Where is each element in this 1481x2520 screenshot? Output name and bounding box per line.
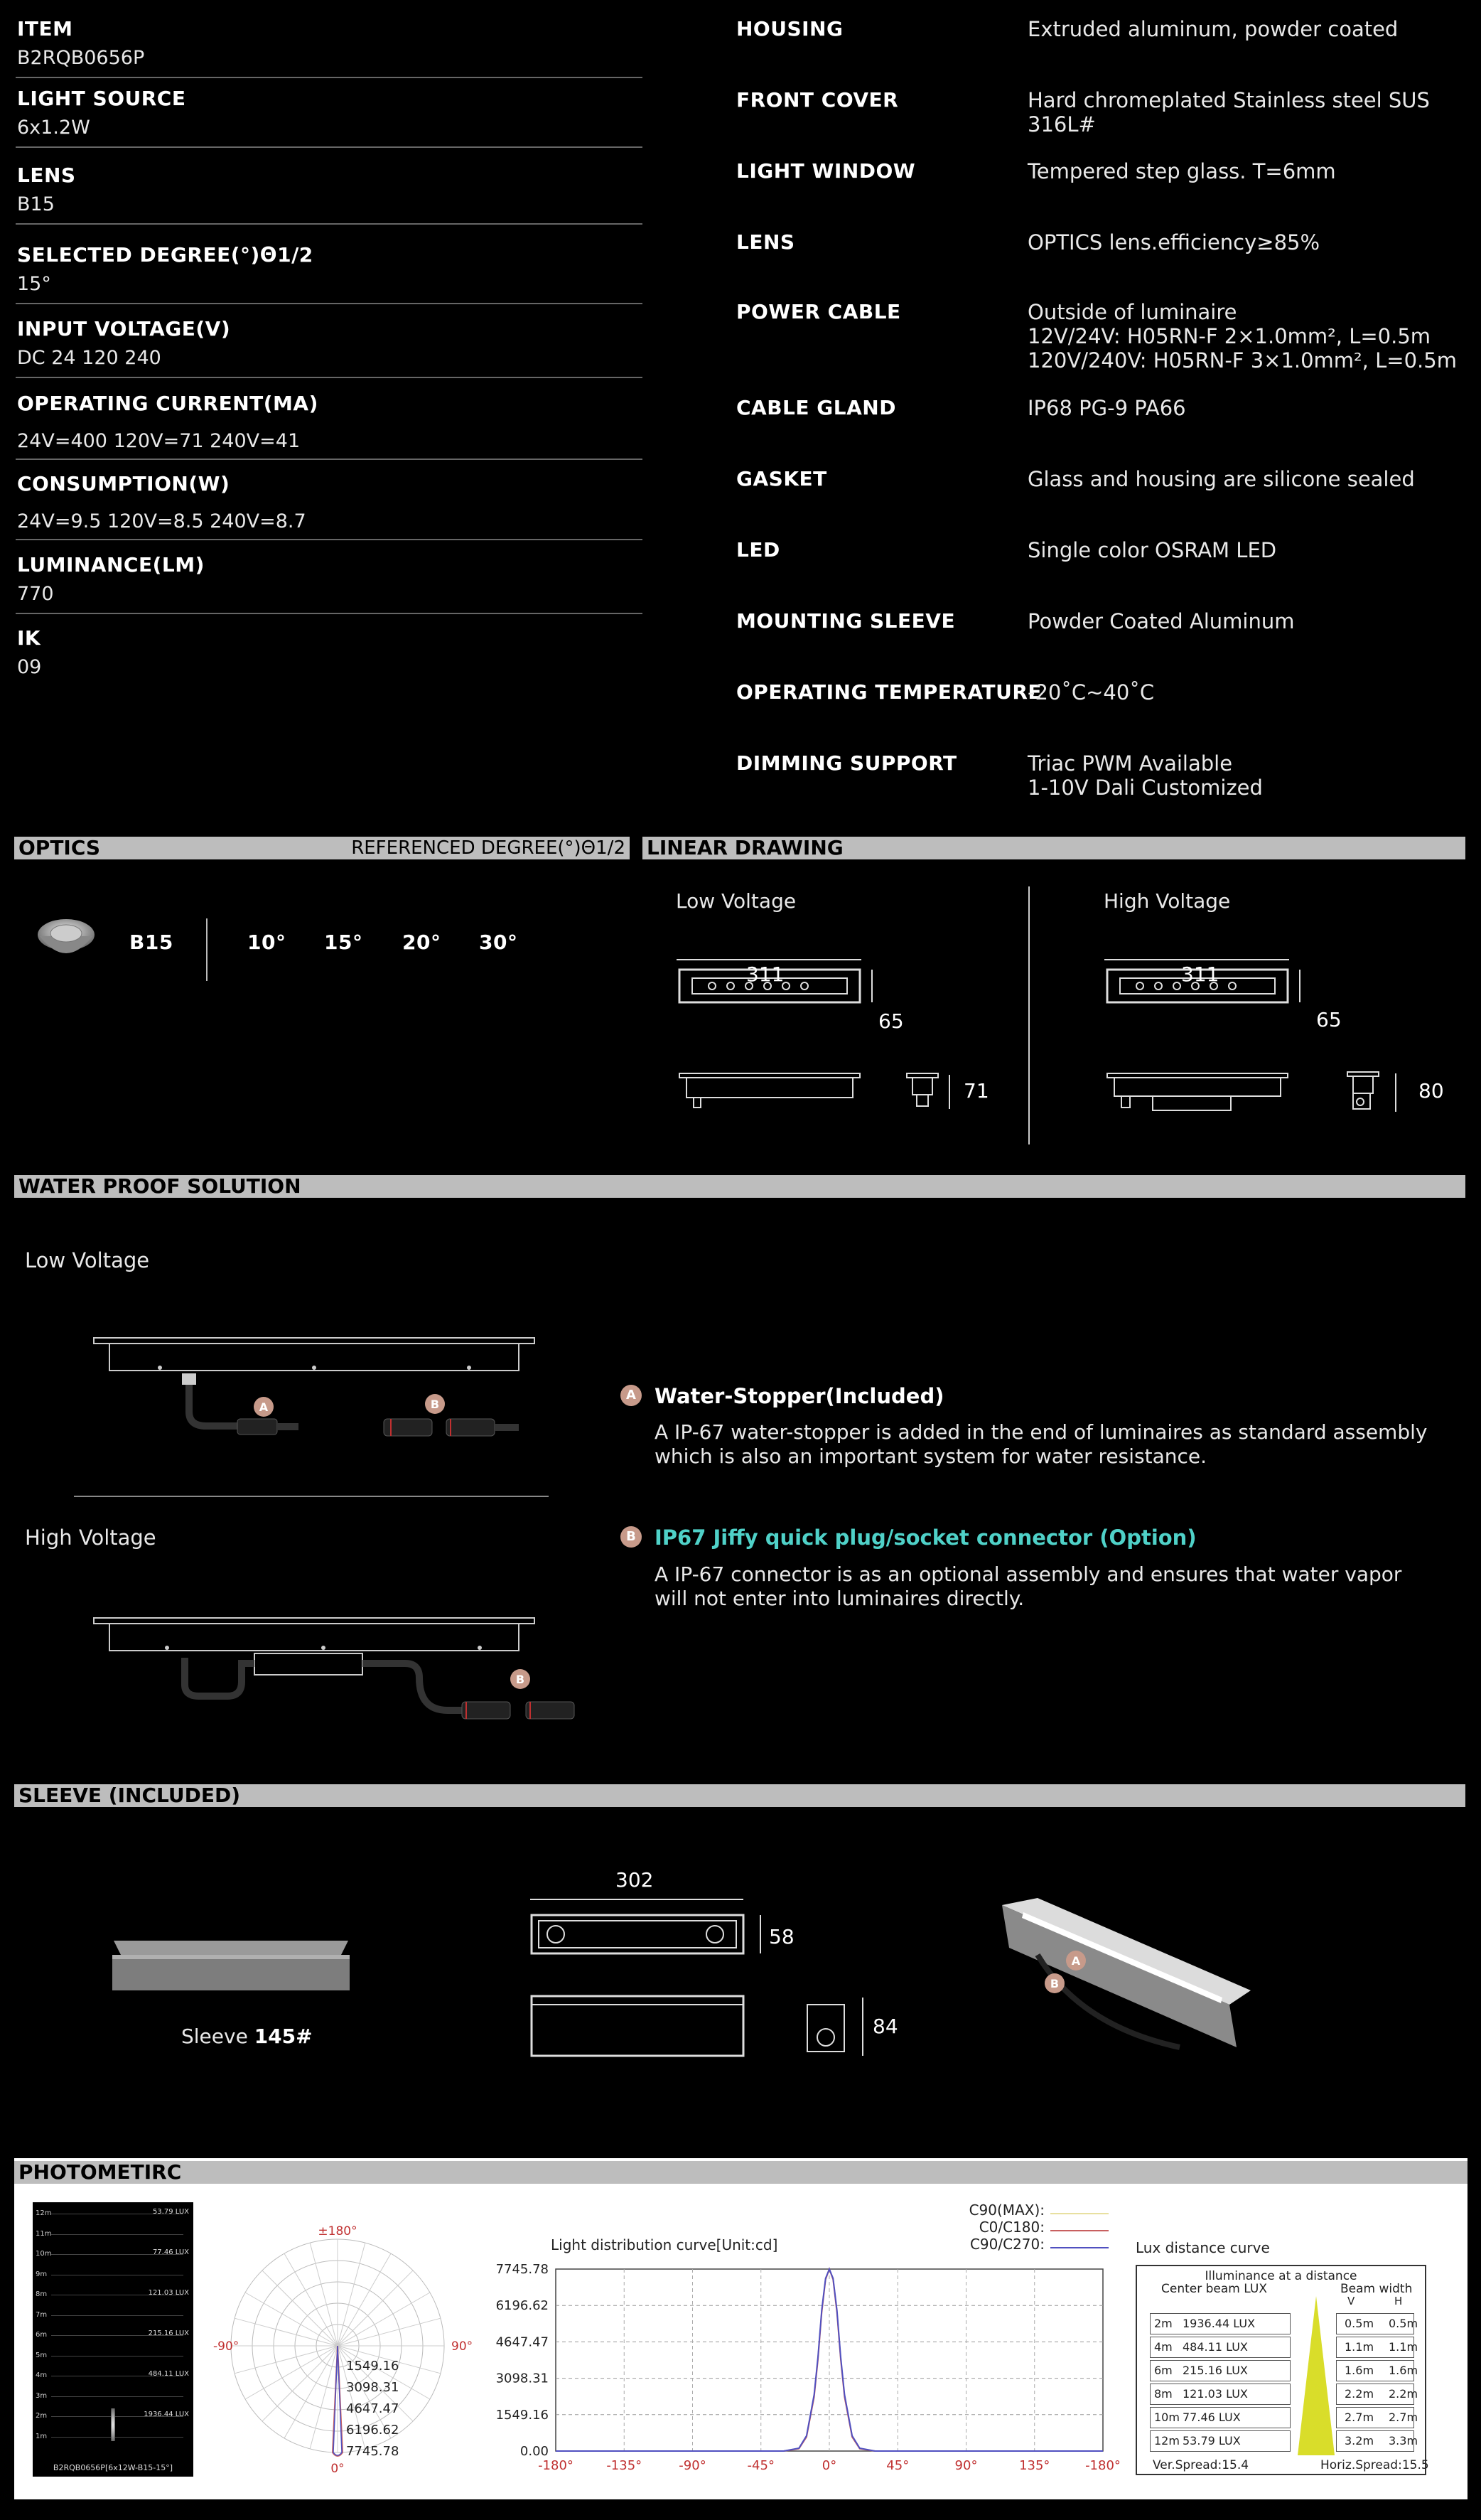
lux-v-head: V xyxy=(1347,2295,1355,2307)
spec-left-label: OPERATING CURRENT(MA) xyxy=(17,392,318,415)
spec-left-value: 6x1.2W xyxy=(17,117,90,139)
spec-right-value: OPTICS lens.efficiency≥85% xyxy=(1028,230,1320,254)
polar-bottom: 0° xyxy=(330,2462,345,2476)
lux-cell-d: 2m xyxy=(1154,2317,1173,2330)
lux-cell-v: 3.2m xyxy=(1345,2434,1374,2447)
isolux-row-label: 6m xyxy=(36,2331,48,2339)
spec-right-label: LENS xyxy=(736,230,795,254)
spec-right-label: GASKET xyxy=(736,467,827,490)
isolux-beam xyxy=(111,2408,115,2441)
spec-right-label: CABLE GLAND xyxy=(736,396,896,419)
lux-cell-v: 1.6m xyxy=(1345,2364,1374,2377)
dist-ytick: 3098.31 xyxy=(495,2371,549,2386)
spec-right-label: FRONT COVER xyxy=(736,88,899,112)
lux-cell-h: 1.1m xyxy=(1389,2340,1418,2354)
dist-ytick: 6196.62 xyxy=(495,2298,549,2314)
dist-ytick: 1549.16 xyxy=(495,2407,549,2423)
lux-row xyxy=(1150,2430,1418,2452)
lux-table xyxy=(1136,2265,1429,2475)
dist-xtick: 135° xyxy=(1019,2458,1050,2473)
spec-right-value: Outside of luminaire xyxy=(1028,300,1237,324)
lux-col2: Beam width xyxy=(1340,2282,1413,2296)
polar-spoke xyxy=(310,2243,338,2346)
isolux-row-label: 1m xyxy=(36,2432,48,2440)
lux-cell-d: 6m xyxy=(1154,2364,1173,2377)
linear-low-height1: 65 xyxy=(878,1009,904,1033)
optics-title: OPTICS xyxy=(18,836,101,859)
light-distribution-chart xyxy=(495,2261,1121,2488)
polar-right: 90° xyxy=(451,2339,473,2354)
lux-cell-h: 3.3m xyxy=(1389,2434,1418,2447)
spec-right-value: 12V/24V: H05RN-F 2×1.0mm², L=0.5m xyxy=(1028,324,1431,348)
lux-cell-lux: 484.11 LUX xyxy=(1183,2340,1248,2354)
dist-ytick: 7745.78 xyxy=(495,2262,549,2277)
polar-spoke xyxy=(262,2346,338,2421)
svg-text:A: A xyxy=(259,1400,269,1414)
isolux-row-label: 11m xyxy=(36,2229,52,2238)
svg-text:A: A xyxy=(1071,1954,1081,1968)
optics-degree[interactable]: 10° xyxy=(247,931,286,954)
polar-spoke xyxy=(338,2270,413,2346)
polar-spoke xyxy=(338,2253,391,2346)
linear-low-length: 311 xyxy=(746,963,785,986)
isolux-row-label: 9m xyxy=(36,2270,48,2278)
lux-row xyxy=(1150,2384,1418,2405)
isolux-lux-value: 53.79 LUX xyxy=(152,2208,189,2216)
lux-cell-lux: 77.46 LUX xyxy=(1183,2411,1241,2424)
optics-degree[interactable]: 30° xyxy=(479,931,518,954)
spec-left-label: SELECTED DEGREE(°)Θ1/2 xyxy=(17,243,313,267)
isolux-caption: B2RQB0656P[6x12W-B15-15°] xyxy=(53,2463,173,2472)
water-stopper-title: Water-Stopper(Included) xyxy=(655,1384,944,1408)
lux-cell-v: 0.5m xyxy=(1345,2317,1374,2330)
spec-divider xyxy=(16,223,642,225)
lux-cell-d: 8m xyxy=(1154,2387,1173,2401)
dist-xtick: -135° xyxy=(606,2458,642,2473)
lux-cell-lux: 1936.44 LUX xyxy=(1183,2317,1256,2330)
spec-left-value: 24V=400 120V=71 240V=41 xyxy=(17,430,301,452)
polar-ring-2: 3098.31 xyxy=(346,2380,399,2395)
lux-cell-d: 4m xyxy=(1154,2340,1173,2354)
spec-right-value: IP68 PG-9 PA66 xyxy=(1028,396,1186,420)
sleeve-image xyxy=(107,1934,355,2005)
lux-cell-lux: 121.03 LUX xyxy=(1183,2387,1248,2401)
sleeve-assembly-image xyxy=(995,1884,1265,2069)
lux-h-head: H xyxy=(1394,2295,1403,2307)
polar-ring-3: 4647.47 xyxy=(346,2401,399,2416)
spec-right-label: POWER CABLE xyxy=(736,300,901,323)
waterproof-divider xyxy=(74,1496,549,1497)
dist-xtick: 90° xyxy=(954,2458,978,2473)
isolux-lux-value: 77.46 LUX xyxy=(152,2248,189,2256)
spec-right-value: Hard chromeplated Stainless steel SUS 316L# xyxy=(1028,88,1430,136)
dist-ytick: 4647.47 xyxy=(495,2334,549,2350)
spec-left-label: LUMINANCE(LM) xyxy=(17,553,205,577)
spec-right-value: 1-10V Dali Customized xyxy=(1028,776,1263,800)
spec-right-label: OPERATING TEMPERATURE xyxy=(736,680,1043,704)
polar-top: ±180° xyxy=(318,2224,357,2238)
isolux-lux-value: 121.03 LUX xyxy=(148,2289,189,2297)
water-stopper-text: A IP-67 water-stopper is added in the end of luminaires as standard assembly which is also an important system for water resistance. xyxy=(655,1420,1428,1468)
isolux-row-label: 12m xyxy=(36,2209,52,2217)
spec-divider xyxy=(16,146,642,148)
waterproof-low-drawing xyxy=(92,1334,611,1462)
lux-cell-h: 0.5m xyxy=(1389,2317,1418,2330)
spec-right-value: Powder Coated Aluminum xyxy=(1028,609,1295,633)
lux-title: Lux distance curve xyxy=(1136,2239,1270,2256)
waterproof-header: WATER PROOF SOLUTION xyxy=(14,1175,1465,1198)
linear-high-height1: 65 xyxy=(1316,1008,1342,1031)
spec-left-value: B2RQB0656P xyxy=(17,47,145,69)
linear-low-height2: 71 xyxy=(964,1079,989,1103)
isolux-row-label: 8m xyxy=(36,2290,48,2298)
lux-row xyxy=(1150,2407,1418,2428)
dist-xtick: 0° xyxy=(822,2458,837,2473)
sleeve-height1: 58 xyxy=(769,1925,795,1948)
lux-col1: Center beam LUX xyxy=(1161,2282,1267,2296)
linear-header: LINEAR DRAWING xyxy=(642,837,1465,859)
polar-spoke xyxy=(338,2318,441,2346)
spec-divider xyxy=(16,303,642,304)
spec-left-value: DC 24 120 240 xyxy=(17,347,161,369)
svg-text:B: B xyxy=(515,1673,525,1686)
spec-divider xyxy=(16,459,642,460)
spec-right-value: Tempered step glass. T=6mm xyxy=(1028,159,1336,183)
lux-cell-d: 12m xyxy=(1154,2434,1180,2447)
polar-spoke xyxy=(338,2243,365,2346)
isolux-lux-value: 484.11 LUX xyxy=(148,2370,189,2378)
lux-hor-spread: Horiz.Spread:15.5 xyxy=(1320,2458,1429,2472)
dist-xtick: -90° xyxy=(679,2458,706,2473)
polar-spoke xyxy=(235,2318,338,2346)
linear-low-drawing xyxy=(675,960,903,1116)
spec-left-label: LENS xyxy=(17,163,76,187)
polar-ring-5: 7745.78 xyxy=(346,2444,399,2459)
spec-left-value: 15° xyxy=(17,273,51,295)
linear-low-profile xyxy=(904,1072,961,1129)
spec-right-value: Single color OSRAM LED xyxy=(1028,538,1277,562)
spec-right-label: LIGHT WINDOW xyxy=(736,159,916,183)
isolux-row-label: 10m xyxy=(36,2250,52,2258)
polar-spoke xyxy=(284,2253,338,2346)
polar-spoke xyxy=(338,2293,430,2346)
polar-spoke xyxy=(284,2346,338,2438)
optics-lens: B15 xyxy=(129,931,173,954)
polar-chart xyxy=(199,2218,476,2481)
linear-high-length: 311 xyxy=(1181,963,1219,986)
isolux-gridline xyxy=(51,2396,183,2397)
waterproof-low-title: Low Voltage xyxy=(25,1248,150,1272)
sleeve-header: SLEEVE (INCLUDED) xyxy=(14,1784,1465,1807)
lux-cell-h: 1.6m xyxy=(1389,2364,1418,2377)
dist-legend: C90(MAX): C0/C180: C90/C270: xyxy=(969,2202,1045,2253)
polar-spoke xyxy=(262,2270,338,2346)
spec-left-value: 09 xyxy=(17,656,42,678)
linear-high-height2: 80 xyxy=(1418,1079,1444,1103)
dist-legend-lines xyxy=(1048,2207,1111,2258)
polar-ring-1: 1549.16 xyxy=(346,2359,399,2374)
spec-right-label: LED xyxy=(736,538,780,562)
spec-right-value: 120V/240V: H05RN-F 3×1.0mm², L=0.5m xyxy=(1028,348,1457,372)
polar-left: -90° xyxy=(213,2339,239,2354)
dist-xtick: -45° xyxy=(747,2458,775,2473)
lux-row xyxy=(1150,2337,1418,2358)
spec-right-value: Glass and housing are silicone sealed xyxy=(1028,467,1415,491)
spec-left-value: 770 xyxy=(17,583,54,605)
spec-left-label: LIGHT SOURCE xyxy=(17,87,186,110)
optics-divider xyxy=(206,918,208,981)
isolux-gridline xyxy=(51,2437,183,2438)
spec-divider xyxy=(16,77,642,78)
isolux-row-label: 2m xyxy=(36,2412,48,2420)
lux-row xyxy=(1150,2313,1418,2334)
spec-left-value: 24V=9.5 120V=8.5 240V=8.7 xyxy=(17,510,306,532)
svg-text:B: B xyxy=(1050,1977,1060,1990)
lux-ver-spread: Ver.Spread:15.4 xyxy=(1153,2458,1249,2472)
spec-right-value: Triac PWM Available xyxy=(1028,751,1233,776)
dist-title: Light distribution curve[Unit:cd] xyxy=(551,2236,778,2253)
spec-divider xyxy=(16,377,642,378)
badge-b: B xyxy=(620,1526,642,1548)
isolux-gridline xyxy=(51,2356,183,2357)
polar-spoke xyxy=(245,2346,338,2399)
lens-image xyxy=(34,913,98,973)
lux-cell-v: 2.2m xyxy=(1345,2387,1374,2401)
polar-spoke xyxy=(245,2293,338,2346)
isolux-gridline xyxy=(51,2234,183,2235)
lux-table-title: Illuminance at a distance xyxy=(1205,2269,1357,2283)
sleeve-length: 302 xyxy=(615,1868,654,1892)
lux-cell-h: 2.2m xyxy=(1389,2387,1418,2401)
isolux-row-label: 4m xyxy=(36,2371,48,2379)
isolux-row-label: 3m xyxy=(36,2391,48,2400)
sleeve-drawing xyxy=(529,1898,927,2069)
badge-a: A xyxy=(620,1385,642,1406)
optics-ref: REFERENCED DEGREE(°)Θ1/2 xyxy=(351,837,625,859)
lux-cell-lux: 215.16 LUX xyxy=(1183,2364,1248,2377)
connector-title: IP67 Jiffy quick plug/socket connector (Option) xyxy=(655,1526,1197,1550)
polar-spoke xyxy=(235,2346,338,2374)
lux-row xyxy=(1150,2360,1418,2381)
linear-high-profile xyxy=(1345,1071,1409,1127)
isolux-row-label: 7m xyxy=(36,2310,48,2319)
polar-ring-4: 6196.62 xyxy=(346,2423,399,2438)
linear-high-title: High Voltage xyxy=(1104,889,1231,913)
spec-left-label: CONSUMPTION(W) xyxy=(17,472,230,495)
isolux-lux-value: 1936.44 LUX xyxy=(144,2411,189,2418)
lux-cell-h: 2.7m xyxy=(1389,2411,1418,2424)
isolux-row-label: 5m xyxy=(36,2351,48,2359)
spec-left-value: B15 xyxy=(17,193,55,215)
dist-xtick: 45° xyxy=(886,2458,910,2473)
spec-divider xyxy=(16,539,642,540)
spec-left-label: INPUT VOLTAGE(V) xyxy=(17,317,231,341)
spec-left-label: ITEM xyxy=(17,17,73,41)
lux-cell-v: 2.7m xyxy=(1345,2411,1374,2424)
connector-text: A IP-67 connector is as an optional assembly and ensures that water vapor will not enter into luminaires directly. xyxy=(655,1562,1402,1610)
isolux-diagram xyxy=(33,2202,193,2477)
spec-right-value: Extruded aluminum, powder coated xyxy=(1028,17,1399,41)
optics-degree[interactable]: 15° xyxy=(324,931,363,954)
isolux-gridline xyxy=(51,2315,183,2316)
optics-header xyxy=(14,837,630,859)
spec-divider xyxy=(16,613,642,614)
spec-left-label: IK xyxy=(17,626,41,650)
sleeve-height2: 84 xyxy=(873,2015,898,2038)
waterproof-high-drawing xyxy=(92,1614,611,1742)
dist-xtick: -180° xyxy=(1085,2458,1121,2473)
photometric-header: PHOTOMETIRC xyxy=(14,2161,1467,2184)
spec-right-label: DIMMING SUPPORT xyxy=(736,751,957,775)
spec-right-value: -20˚C~40˚C xyxy=(1028,680,1155,704)
svg-text:B: B xyxy=(430,1398,440,1411)
lux-cell-v: 1.1m xyxy=(1345,2340,1374,2354)
dist-ytick: 0.00 xyxy=(519,2444,549,2459)
lux-cell-lux: 53.79 LUX xyxy=(1183,2434,1241,2447)
spec-right-label: MOUNTING SLEEVE xyxy=(736,609,956,633)
isolux-lux-value: 215.16 LUX xyxy=(148,2329,189,2337)
dist-xtick: -180° xyxy=(538,2458,573,2473)
waterproof-high-title: High Voltage xyxy=(25,1526,156,1550)
optics-degree[interactable]: 20° xyxy=(402,931,441,954)
lux-cell-d: 10m xyxy=(1154,2411,1180,2424)
linear-low-title: Low Voltage xyxy=(676,889,797,913)
sleeve-label: Sleeve 145# xyxy=(181,2025,313,2048)
spec-right-label: HOUSING xyxy=(736,17,844,41)
linear-divider xyxy=(1028,886,1030,1144)
